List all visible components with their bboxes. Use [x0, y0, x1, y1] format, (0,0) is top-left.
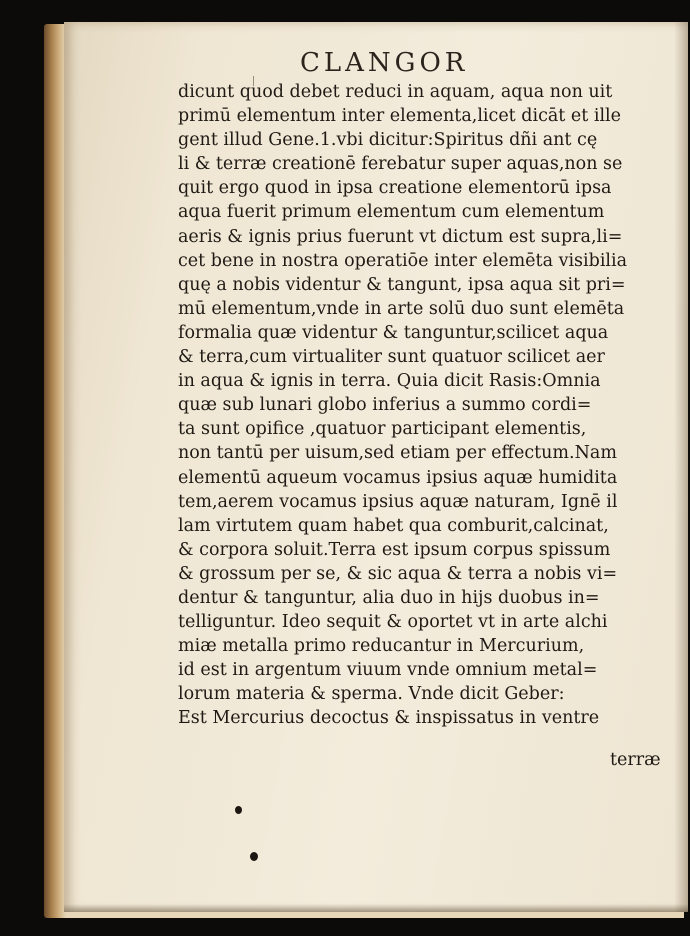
text-line: quæ sub lunari globo inferius a summo cordi= [178, 395, 592, 416]
text-line: aeris & ignis prius fuerunt vt dictum est supra,li= [178, 226, 623, 247]
text-line: mū elementum,vnde in arte solū duo sunt elemēta [178, 298, 625, 319]
body-text [178, 80, 662, 731]
page-bottom-shadow [64, 904, 688, 912]
text-line: & corpora soluit.Terra est ipsum corpus spissum [178, 539, 611, 560]
text-line: non tantū per uisum,sed etiam per effectum.Nam [178, 443, 617, 464]
text-line: & grossum per se, & sic aqua & terra a nobis vi= [178, 563, 618, 584]
text-line: aqua fuerit primum elementum cum elementum [178, 202, 605, 223]
text-line: gent illud Gene.1.vbi dicitur:Spiritus dñi ant cę [178, 130, 598, 151]
text-line: lorum materia & sperma. Vnde dicit Geber: [178, 684, 565, 705]
text-line: formalia quæ videntur & tanguntur,scilicet aqua [178, 322, 609, 343]
text-line: miæ metalla primo reducantur in Mercurium, [178, 636, 585, 657]
text-line: quit ergo quod in ipsa creatione elementorū ipsa [178, 178, 612, 199]
text-line: telliguntur. Ideo sequit & oportet vt in arte alchi [178, 612, 608, 633]
text-line: li & terræ creationē ferebatur super aquas,non se [178, 154, 623, 175]
text-line: & terra,cum virtualiter sunt quatuor scilicet aer [178, 347, 605, 368]
text-line: id est in argentum viuum vnde omnium metal= [178, 660, 598, 681]
text-line: tem,aerem vocamus ipsius aquæ naturam, Ignē il [178, 491, 618, 512]
text-line: quę a nobis videntur & tangunt, ipsa aqua sit pri= [178, 274, 626, 295]
text-line: in aqua & ignis in terra. Quia dicit Rasis:Omnia [178, 371, 601, 392]
page-gutter-shadow [674, 22, 688, 912]
ink-blot [235, 806, 242, 814]
text-line: Est Mercurius decoctus & inspissatus in ventre [178, 708, 600, 729]
catchword: terræ [610, 750, 661, 770]
ink-blot [250, 852, 258, 861]
text-line: dicunt quod debet reduci in aquam, aqua non uit [178, 82, 613, 102]
text-line: primū elementum inter elementa,licet dicāt et ille [178, 106, 622, 127]
text-line: cet bene in nostra operatiōe inter elemēta visibilia [178, 250, 628, 271]
running-head: CLANGOR [300, 48, 469, 78]
text-line: ta sunt opifice ,quatuor participant elementis, [178, 419, 587, 440]
text-line: elementū aqueum vocamus ipsius aquæ humidita [178, 467, 618, 488]
text-line: dentur & tanguntur, alia duo in hijs duobus in= [178, 587, 600, 608]
text-line: lam virtutem quam habet qua comburit,calcinat, [178, 515, 609, 536]
